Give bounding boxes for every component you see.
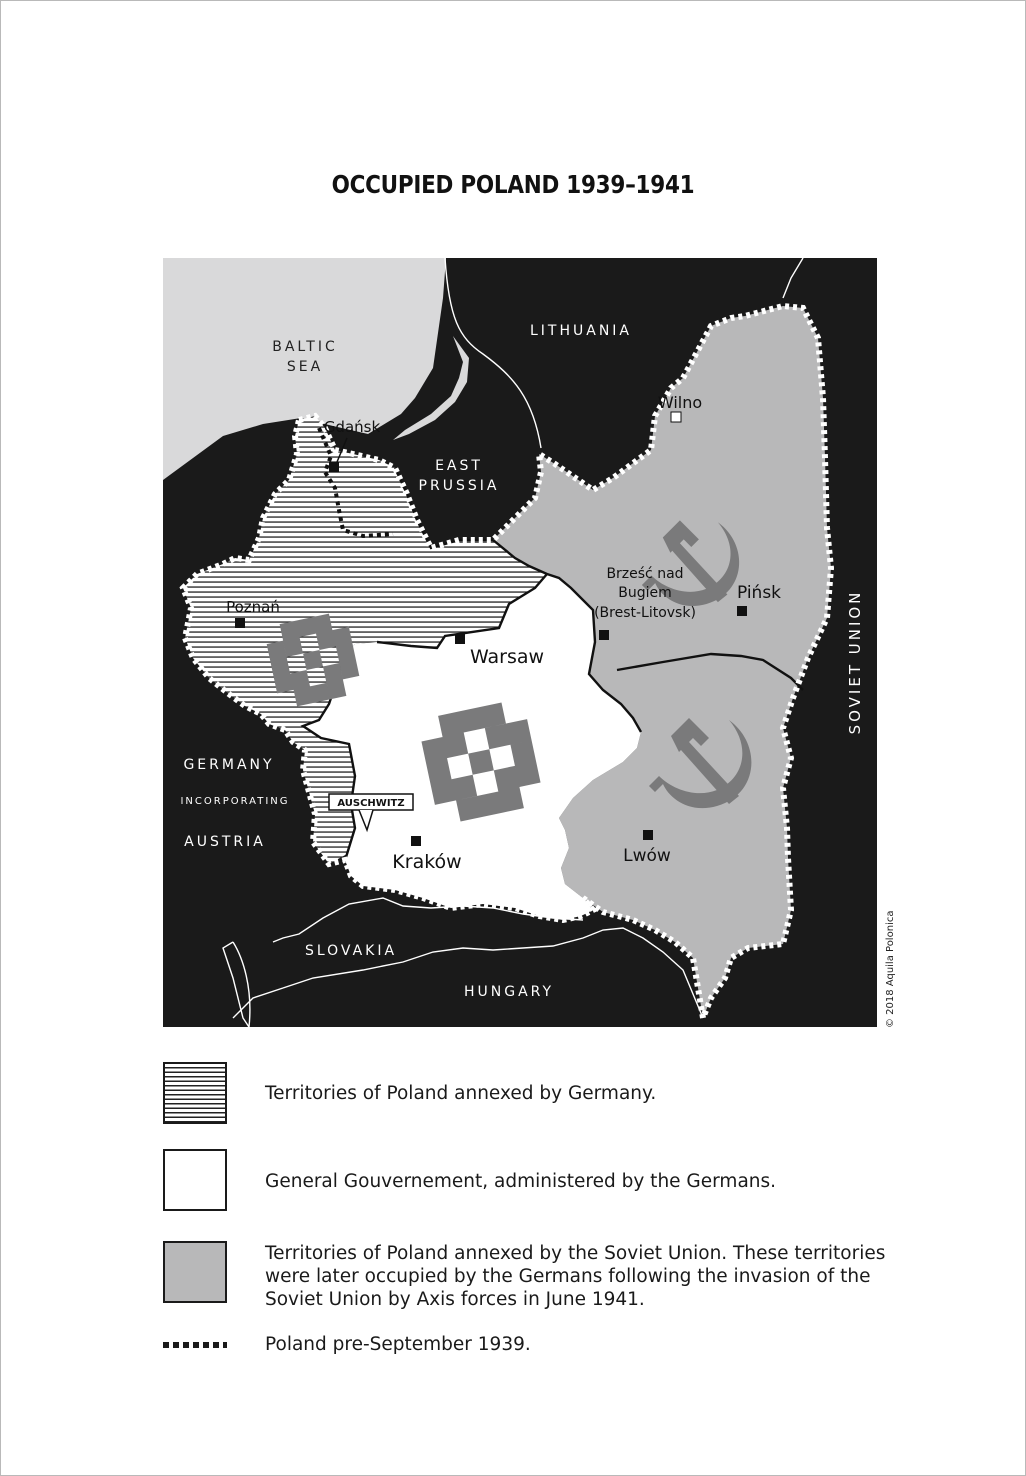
legend-swatch-dotted-line [163, 1342, 227, 1348]
east-prussia-label-1: EAST [435, 458, 483, 474]
wilno-label: Wilno [657, 393, 703, 412]
east-prussia-label-2: PRUSSIA [418, 478, 500, 494]
gdansk-marker[interactable] [329, 462, 339, 472]
brzesc-marker[interactable] [599, 630, 609, 640]
lwow-marker[interactable] [643, 830, 653, 840]
baltic-sea-label-2: SEA [286, 359, 324, 375]
pinsk-marker[interactable] [737, 606, 747, 616]
auschwitz-label: AUSCHWITZ [337, 798, 405, 809]
legend-swatch-grey [163, 1241, 227, 1303]
map [163, 258, 877, 1027]
brzesc-label-2: Bugiem [618, 585, 672, 601]
lithuania-label: LITHUANIA [529, 323, 633, 339]
krakow-label: Kraków [392, 851, 462, 873]
copyright-notice: © 2018 Aquila Polonica [885, 910, 896, 1028]
brzesc-label-3: (Brest-Litovsk) [594, 605, 696, 621]
germany-label: GERMANY [183, 757, 275, 773]
slovakia-label: SLOVAKIA [304, 943, 398, 959]
legend-text: Poland pre-September 1939. [265, 1334, 531, 1355]
brzesc-label-1: Brześć nad [606, 566, 684, 582]
austria-label: AUSTRIA [184, 834, 266, 850]
legend-swatch-hatched [163, 1062, 227, 1124]
wilno-marker[interactable] [671, 412, 681, 422]
lwow-label: Lwów [623, 846, 671, 866]
baltic-sea-label-1: BALTIC [272, 339, 338, 355]
soviet-union-label: SOVIET UNION [846, 589, 864, 735]
gdansk-label: Gdańsk [323, 418, 381, 436]
legend-text: Territories of Poland annexed by Germany. [265, 1083, 657, 1104]
krakow-marker[interactable] [411, 836, 421, 846]
warsaw-marker[interactable] [455, 634, 465, 644]
legend-text: General Gouvernement, administered by the Germans. [265, 1171, 777, 1192]
poznan-label: Poznań [226, 598, 280, 616]
legend-text: Territories of Poland annexed by the Soviet Union. These territories were later occupied by the Germans following the invasion of the Soviet Union by Axis forces in June 1941. [265, 1243, 886, 1310]
hungary-label: HUNGARY [463, 984, 555, 1000]
map-title: OCCUPIED POLAND 1939–1941 [331, 170, 695, 199]
warsaw-label: Warsaw [469, 646, 545, 668]
poznan-marker[interactable] [235, 618, 245, 628]
pinsk-label: Pińsk [736, 583, 782, 603]
incorporating-label: INCORPORATING [180, 796, 290, 807]
legend-swatch-white [163, 1149, 227, 1211]
